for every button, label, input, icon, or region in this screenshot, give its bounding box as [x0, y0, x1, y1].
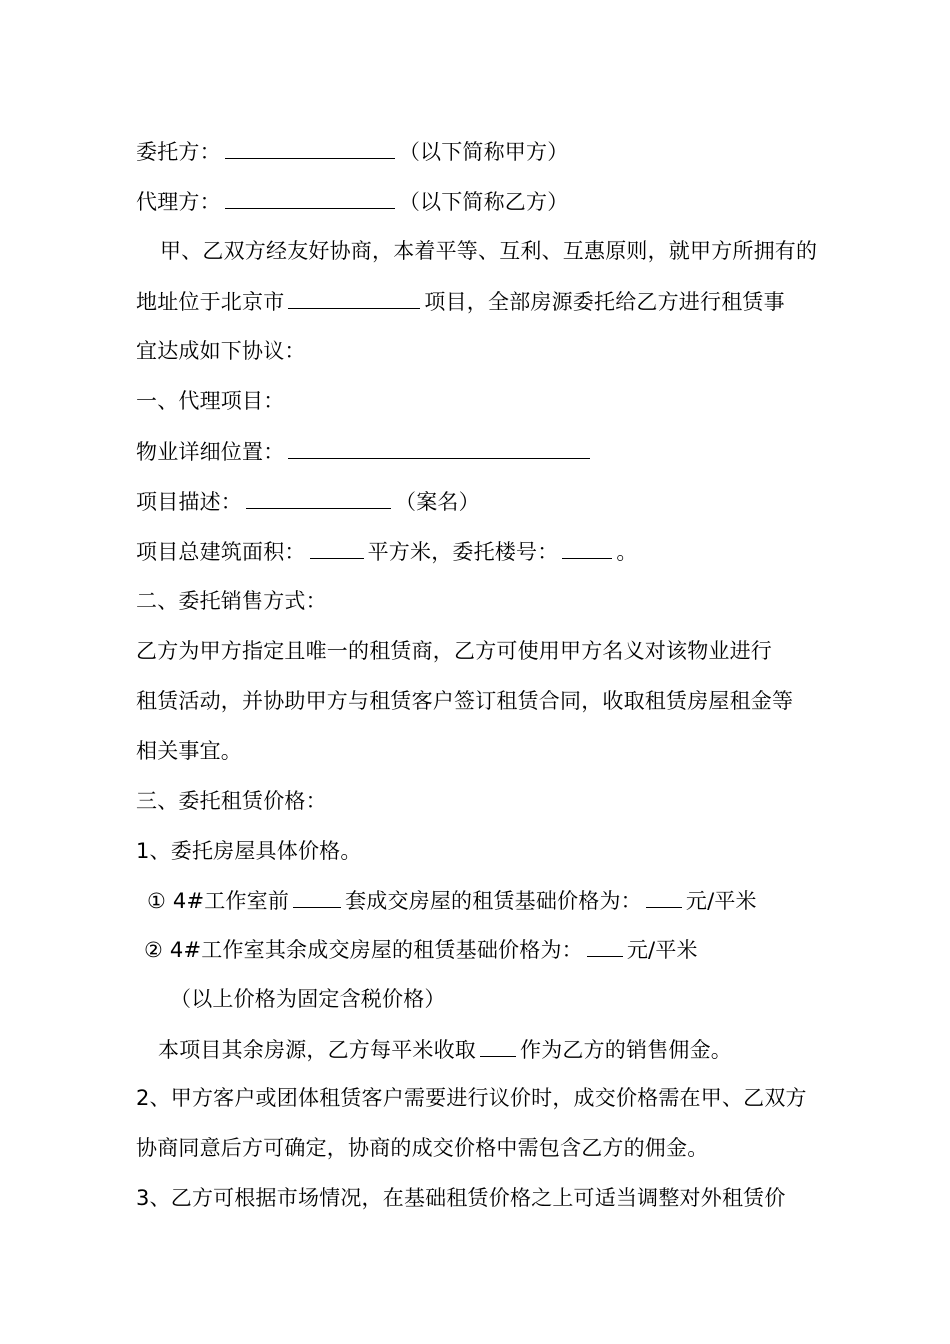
preamble-line-3: 宜达成如下协议： — [136, 339, 306, 363]
preamble-line-2 — [136, 286, 785, 317]
section-2-paragraph-line-3: 相关事宜。 — [136, 739, 242, 763]
price-item-2-unit: 元/平米 — [626, 938, 698, 962]
project-description-note: （案名） — [395, 490, 480, 514]
area-blank — [310, 536, 364, 559]
clause-2-line-2: 协商同意后方可确定，协商的成交价格中需包含乙方的佣金。 — [136, 1136, 709, 1160]
commission-line — [158, 1034, 732, 1065]
price-note: （以上价格为固定含税价格） — [170, 987, 446, 1011]
preamble-line-1: 甲、乙双方经友好协商，本着平等、互利、互惠原则，就甲方所拥有的 — [160, 239, 818, 263]
address-blank — [288, 286, 420, 309]
section-3-heading: 三、委托租赁价格： — [136, 789, 327, 813]
clause-2-line-1: 2、甲方客户或团体租赁客户需要进行议价时，成交价格需在甲、乙双方 — [136, 1086, 807, 1110]
price-item-1-unit: 元/平米 — [685, 889, 757, 913]
area-line — [136, 536, 638, 567]
principal-note: （以下简称甲方） — [398, 140, 569, 164]
price-item-2-text: ② 4#工作室其余成交房屋的租赁基础价格为： — [144, 938, 583, 962]
section-2-paragraph-line-1: 乙方为甲方指定且唯一的租赁商，乙方可使用甲方名义对该物业进行 — [136, 639, 772, 663]
agent-note: （以下简称乙方） — [398, 190, 569, 214]
price-item-1-price-blank — [646, 885, 682, 908]
price-item-1-text: 套成交房屋的租赁基础价格为： — [345, 889, 642, 913]
project-description-blank — [246, 486, 391, 509]
agent-blank — [225, 186, 395, 209]
commission-text-2: 作为乙方的销售佣金。 — [520, 1038, 732, 1062]
clause-1-heading: 1、委托房屋具体价格。 — [136, 839, 362, 863]
project-description-line — [136, 486, 480, 517]
project-description-label: 项目描述： — [136, 490, 242, 514]
property-location-line — [136, 436, 594, 467]
section-2-heading: 二、委托销售方式： — [136, 589, 327, 613]
building-blank — [562, 536, 612, 559]
principal-line — [136, 136, 568, 167]
agent-label: 代理方： — [136, 190, 221, 214]
area-line-end: 。 — [616, 540, 638, 564]
price-item-2 — [144, 934, 698, 965]
address-label: 地址位于北京市 — [136, 290, 285, 314]
building-label: 平方米，委托楼号： — [367, 540, 559, 564]
price-item-1 — [147, 885, 757, 916]
area-label: 项目总建筑面积： — [136, 540, 306, 564]
preamble-line-2-rest: 项目，全部房源委托给乙方进行租赁事 — [424, 290, 785, 314]
section-1-heading: 一、代理项目： — [136, 389, 285, 413]
price-item-2-price-blank — [587, 934, 623, 957]
principal-blank — [225, 136, 395, 159]
clause-3-line-1: 3、乙方可根据市场情况，在基础租赁价格之上可适当调整对外租赁价 — [136, 1186, 786, 1210]
price-item-1-count-blank — [293, 885, 341, 908]
principal-label: 委托方： — [136, 140, 221, 164]
property-location-blank — [288, 436, 590, 459]
agent-line — [136, 186, 568, 217]
commission-text-1: 本项目其余房源，乙方每平米收取 — [158, 1038, 476, 1062]
commission-blank — [480, 1034, 516, 1057]
price-item-1-label: ① 4#工作室前 — [147, 889, 290, 913]
section-2-paragraph-line-2: 租赁活动，并协助甲方与租赁客户签订租赁合同，收取租赁房屋租金等 — [136, 689, 794, 713]
property-location-label: 物业详细位置： — [136, 440, 285, 464]
